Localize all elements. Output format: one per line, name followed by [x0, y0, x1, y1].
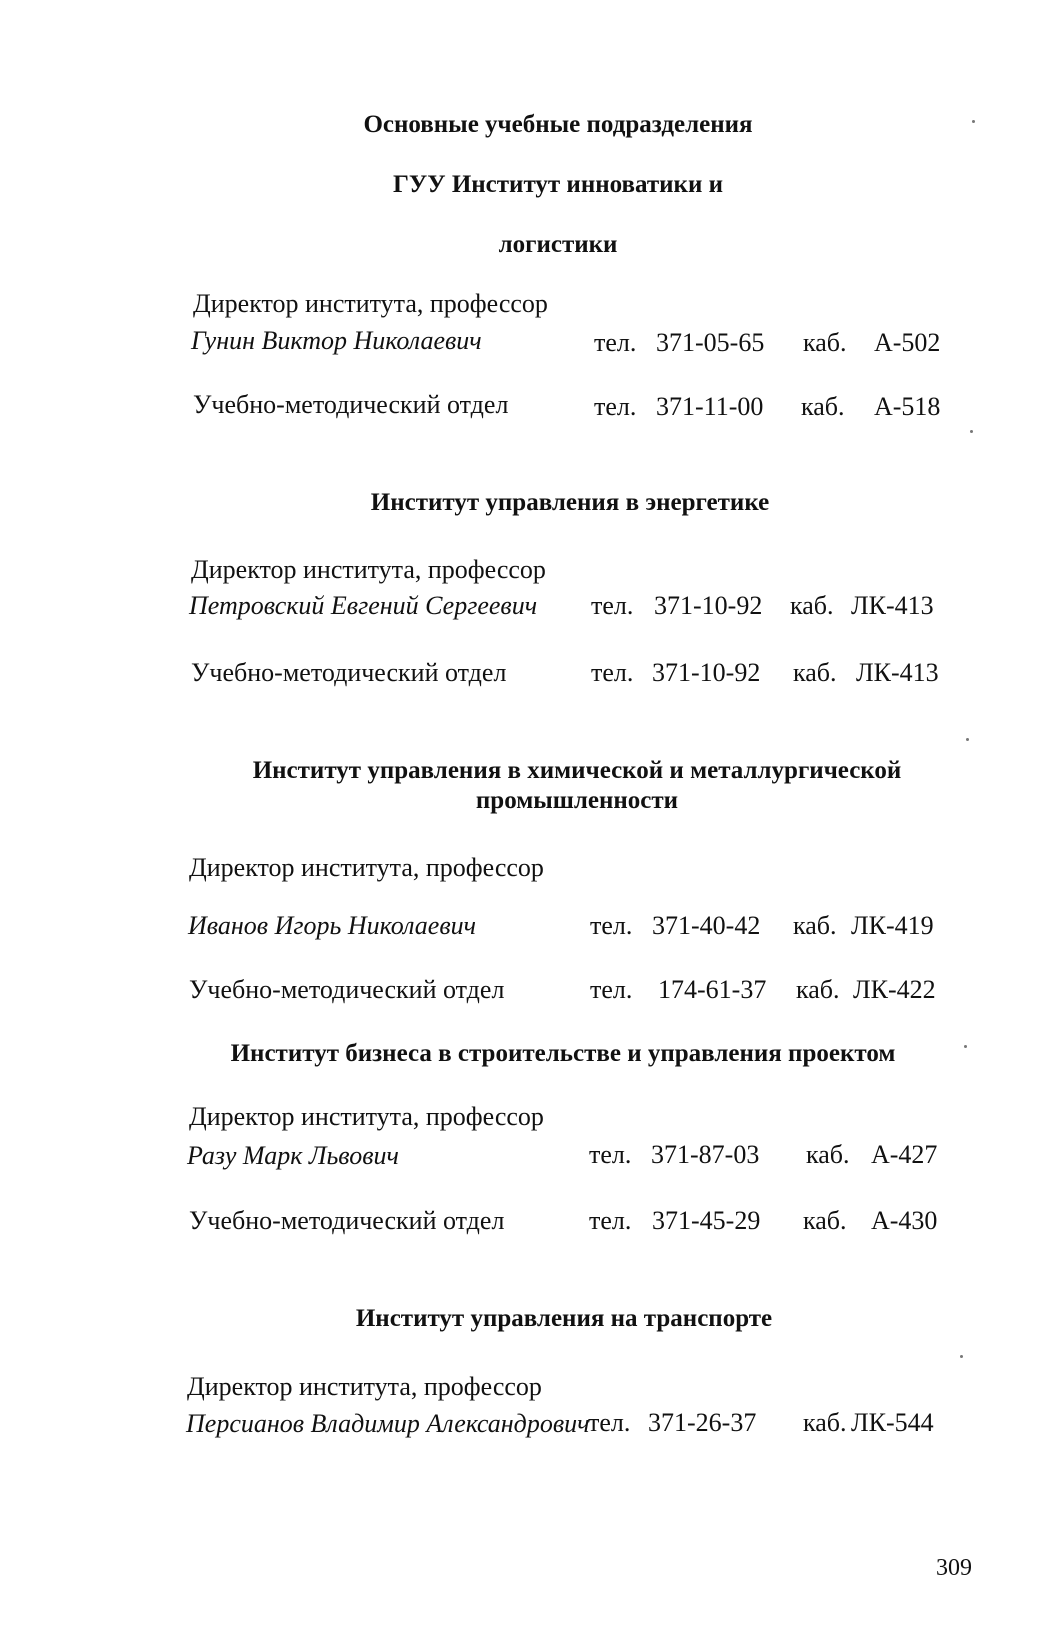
page-number: 309 — [936, 1555, 972, 1581]
director-name: Петровский Евгений Сергеевич — [189, 591, 538, 620]
dept-label: Учебно-методический отдел — [193, 390, 509, 419]
director-label: Директор института, профессор — [191, 555, 546, 584]
dept-room-label: каб. — [803, 1206, 847, 1235]
dept-room: А-430 — [871, 1206, 938, 1235]
director-phone: 371-26-37 — [648, 1408, 757, 1437]
director-room: ЛК-544 — [851, 1408, 934, 1437]
dept-phone: 371-11-00 — [656, 392, 764, 421]
director-phone-label: тел. — [589, 1140, 632, 1169]
scan-speck — [964, 1045, 967, 1048]
dept-phone-label: тел. — [589, 1206, 632, 1235]
unit-heading-line: Институт бизнеса в строительстве и управления проектом — [230, 1040, 896, 1067]
dept-room-label: каб. — [801, 392, 845, 421]
dept-phone: 371-10-92 — [652, 658, 761, 687]
director-room-label: каб. — [803, 1408, 847, 1437]
director-name: Гунин Виктор Николаевич — [191, 326, 482, 355]
director-label: Директор института, профессор — [193, 289, 548, 318]
dept-label: Учебно-методический отдел — [191, 658, 507, 687]
dept-room-label: каб. — [796, 975, 840, 1004]
director-room: А-427 — [871, 1140, 938, 1169]
director-phone-label: тел. — [594, 328, 637, 357]
director-phone: 371-05-65 — [656, 328, 765, 357]
director-phone-label: тел. — [591, 591, 634, 620]
director-phone: 371-40-42 — [652, 911, 761, 940]
dept-phone-label: тел. — [591, 658, 634, 687]
dept-label: Учебно-методический отдел — [189, 975, 505, 1004]
scan-speck — [960, 1355, 963, 1358]
dept-room: А-518 — [874, 392, 941, 421]
director-phone-label: тел. — [588, 1408, 631, 1437]
director-room: ЛК-413 — [851, 591, 934, 620]
director-phone-label: тел. — [590, 911, 633, 940]
director-label: Директор института, профессор — [189, 853, 544, 882]
director-phone: 371-87-03 — [651, 1140, 760, 1169]
dept-room: ЛК-413 — [856, 658, 939, 687]
director-label: Директор института, профессор — [187, 1372, 542, 1401]
dept-phone: 174-61-37 — [658, 975, 767, 1004]
unit-heading-line: Институт управления в энергетике — [370, 489, 770, 516]
director-name: Иванов Игорь Николаевич — [188, 911, 477, 940]
director-room: А-502 — [874, 328, 941, 357]
director-room-label: каб. — [803, 328, 847, 357]
director-room-label: каб. — [793, 911, 837, 940]
scan-speck — [966, 738, 969, 741]
unit-heading-line: логистики — [498, 231, 618, 258]
dept-phone-label: тел. — [594, 392, 637, 421]
page-title: Основные учебные подразделения — [363, 111, 753, 138]
unit-heading-line: Институт управления на транспорте — [355, 1305, 773, 1332]
director-name: Персианов Владимир Александрович — [186, 1409, 590, 1438]
dept-room: ЛК-422 — [853, 975, 936, 1004]
director-room-label: каб. — [790, 591, 834, 620]
scan-speck — [970, 430, 973, 433]
scan-speck — [972, 120, 975, 123]
dept-room-label: каб. — [793, 658, 837, 687]
director-room-label: каб. — [806, 1140, 850, 1169]
unit-heading-line: ГУУ Институт инноватики и — [392, 171, 724, 198]
dept-phone-label: тел. — [590, 975, 633, 1004]
director-name: Разу Марк Львович — [187, 1141, 399, 1170]
director-room: ЛК-419 — [851, 911, 934, 940]
dept-phone: 371-45-29 — [652, 1206, 761, 1235]
unit-heading-line: Институт управления в химической и металлургической — [252, 757, 902, 784]
unit-heading-line: промышленности — [475, 787, 679, 814]
director-label: Директор института, профессор — [189, 1102, 544, 1131]
dept-label: Учебно-методический отдел — [189, 1206, 505, 1235]
director-phone: 371-10-92 — [654, 591, 763, 620]
